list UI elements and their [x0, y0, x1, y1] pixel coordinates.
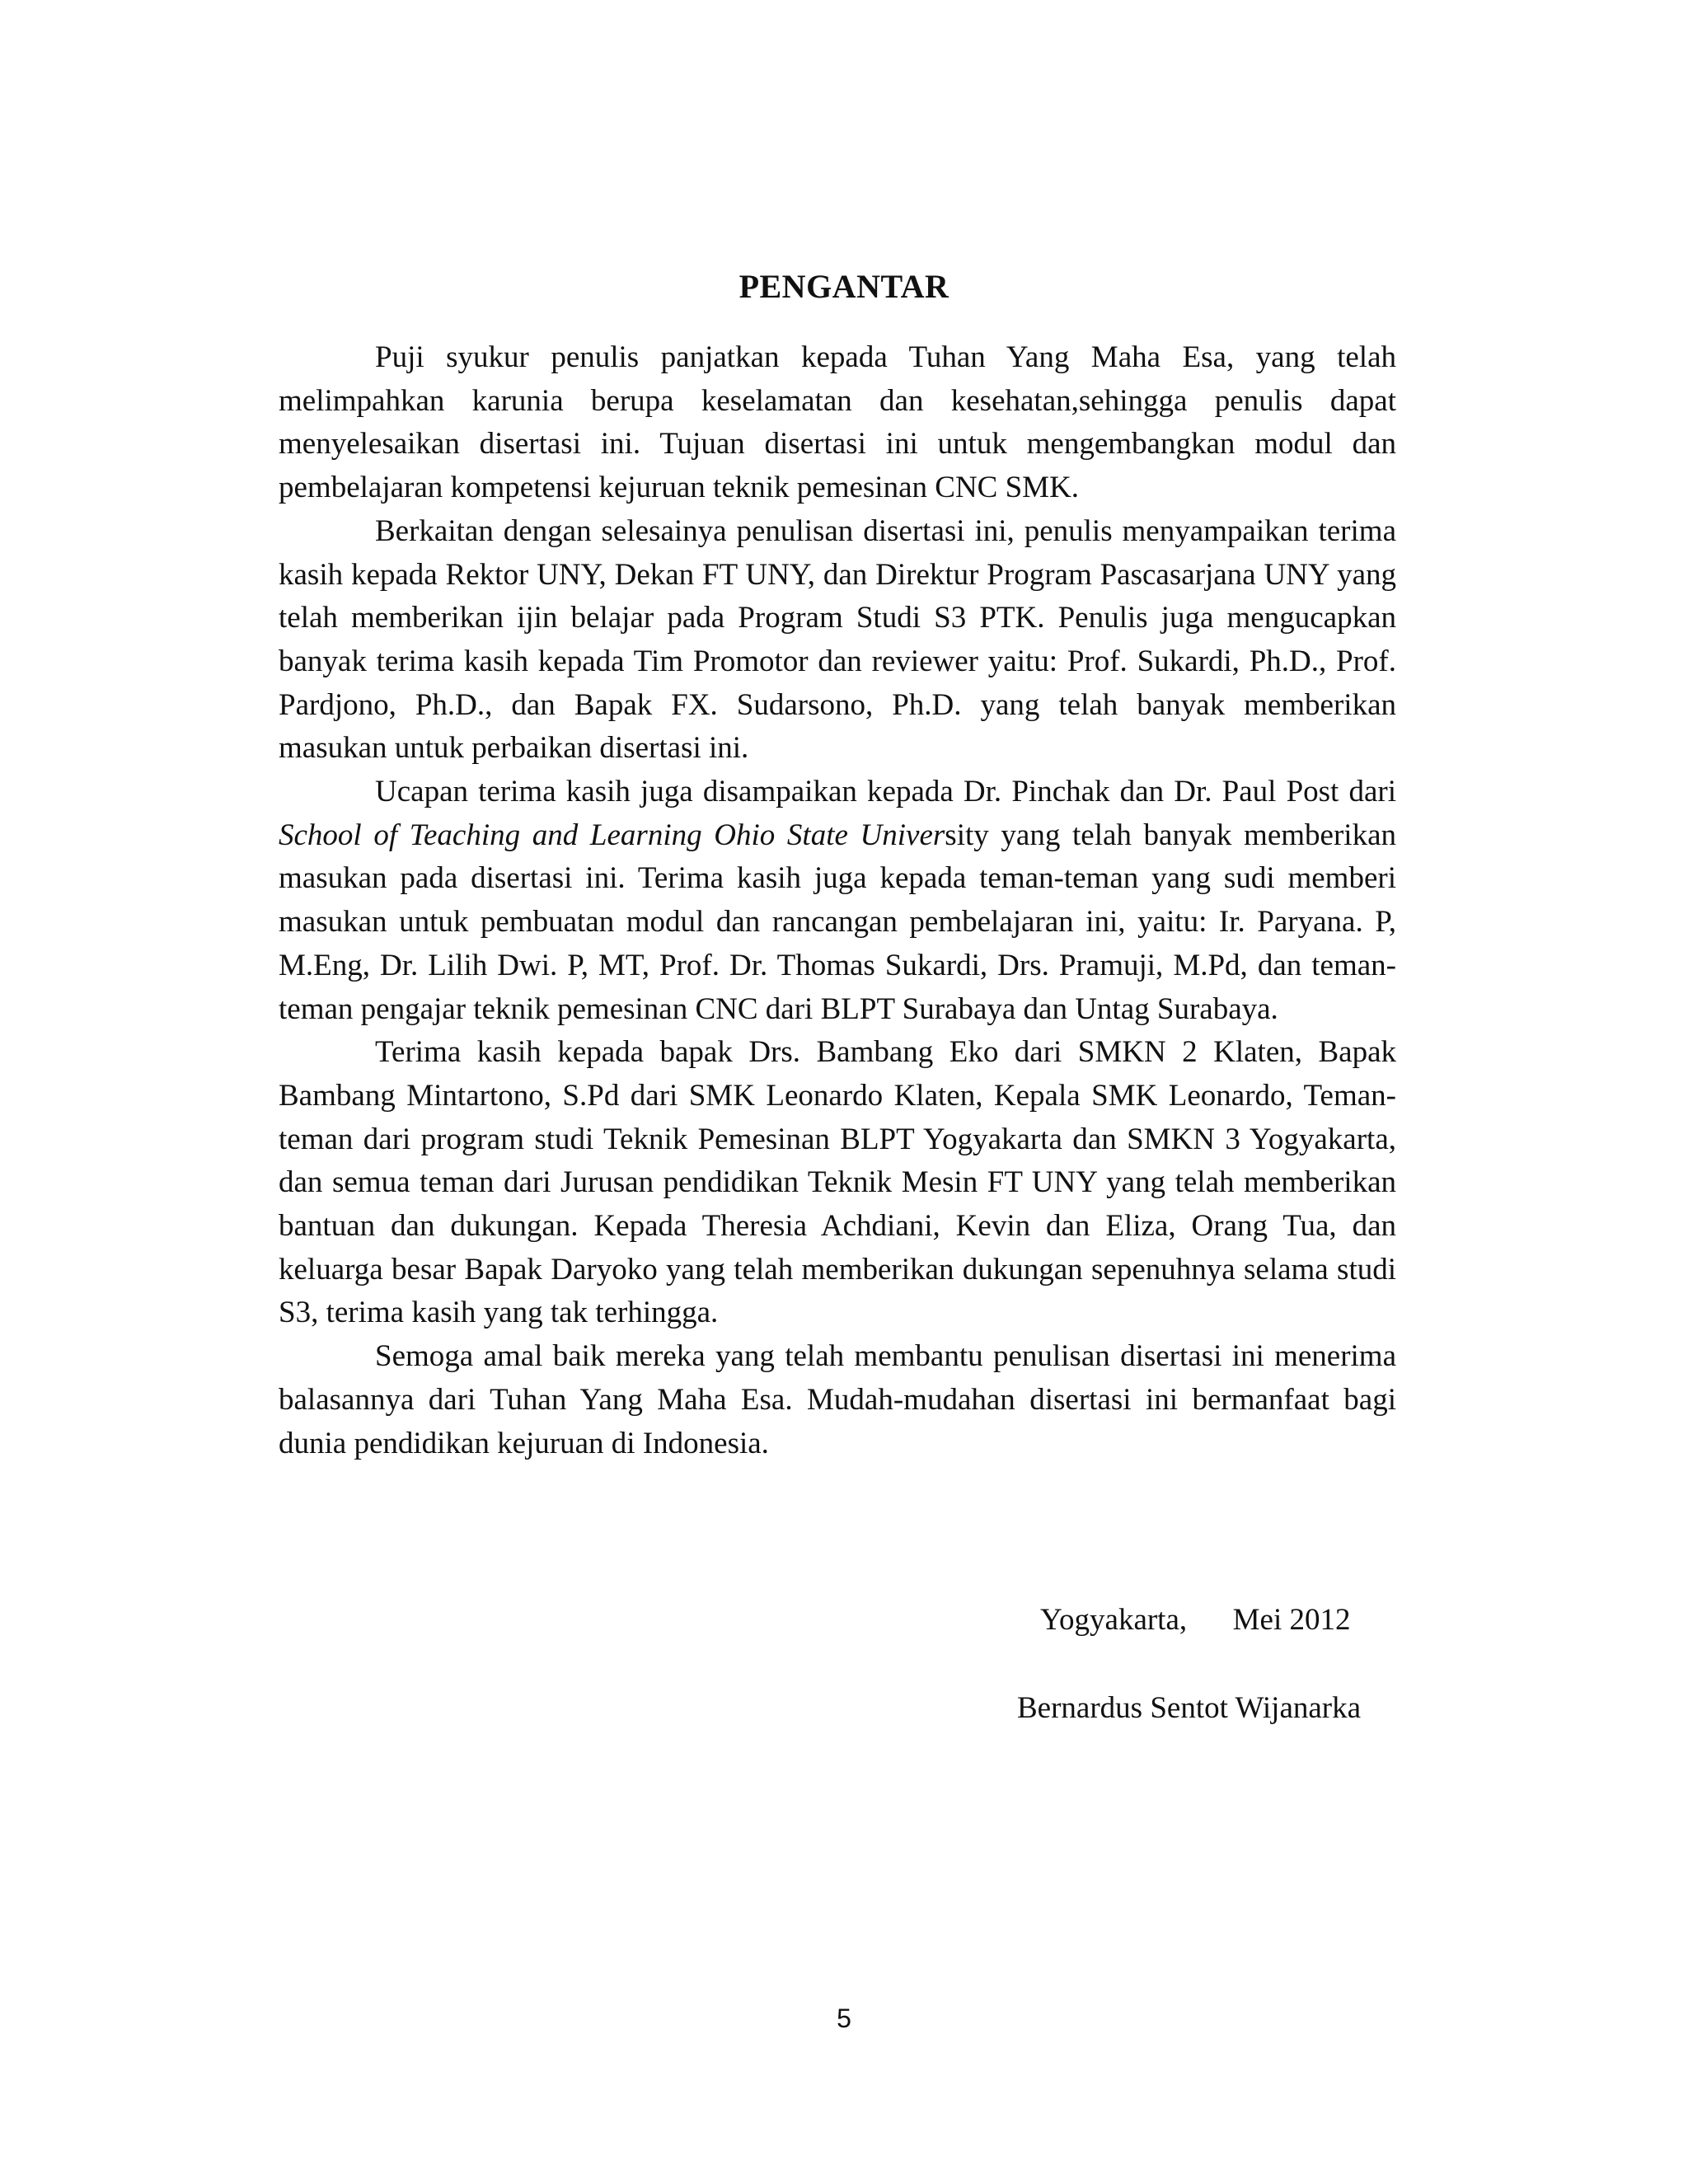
paragraph-5: Semoga amal baik mereka yang telah membantu penulisan disertasi ini menerima balasannya dari Tuhan Yang Maha Esa. Mudah-mudahan disertasi ini bermanfaat bagi dunia pendidikan kejuruan di Indonesia. [279, 1339, 1396, 1460]
paragraph-3 [279, 771, 1396, 1031]
paragraph-1: Puji syukur penulis panjatkan kepada Tuhan Yang Maha Esa, yang telah melimpahkan karunia berupa keselamatan dan kesehatan,sehingga penulis dapat menyelesaikan disertasi ini. Tujuan disertasi ini untuk mengembangkan modul dan pembelajaran kompetensi kejuruan teknik pemesinan CNC SMK. [279, 340, 1396, 505]
paragraph-3-text: Ucapan terima kasih juga disampaikan kepada Dr. Pinchak dan Dr. Paul Post dari [375, 775, 1396, 809]
place-date: Yogyakarta, Mei 2012 [1040, 1603, 1351, 1637]
paragraph-4: Terima kasih kepada bapak Drs. Bambang Eko dari SMKN 2 Klaten, Bapak Bambang Mintartono, S.Pd dari SMK Leonardo Klaten, Kepala SMK Leonardo, Teman-teman dari program studi Teknik Pemesinan BLPT Yogyakarta dan SMKN 3 Yogyakarta, dan semua teman dari Jurusan pendidikan Teknik Mesin FT UNY yang telah memberikan bantuan dan dukungan. Kepada Theresia Achdiani, Kevin dan Eliza, Orang Tua, dan keluarga besar Bapak Daryoko yang telah memberikan dukungan sepenuhnya selama studi S3, terima kasih yang tak terhingga. [279, 1035, 1396, 1330]
paragraph-2: Berkaitan dengan selesainya penulisan disertasi ini, penulis menyampaikan terima kasih kepada Rektor UNY, Dekan FT UNY, dan Direktur Program Pascasarjana UNY yang telah memberikan ijin belajar pada Program Studi S3 PTK. Penulis juga mengucapkan banyak terima kasih kepada Tim Promotor dan reviewer yaitu: Prof. Sukardi, Ph.D., Prof. Pardjono, Ph.D., dan Bapak FX. Sudarsono, Ph.D. yang telah banyak memberikan masukan untuk perbaikan disertasi ini. [279, 513, 1396, 766]
page-title: PENGANTAR [738, 268, 950, 305]
page-number: 5 [837, 2004, 851, 2033]
paragraph-3-text-continued: sity yang telah banyak memberikan masukan pada disertasi ini. Terima kasih juga kepada teman-teman yang sudi memberi masukan untuk pembuatan modul dan rancangan pembelajaran ini, yaitu: Ir. Paryana. P, M.Eng, Dr. Lilih Dwi. P, MT, Prof. Dr. Thomas Sukardi, Drs. Pramuji, M.Pd, dan teman-teman pengajar teknik pemesinan CNC dari BLPT Surabaya dan Untag Surabaya. [279, 818, 1396, 1026]
paragraph-3-italic-text: School of Teaching and Learning Ohio State Univer [279, 818, 945, 852]
signature-name: Bernardus Sentot Wijanarka [1017, 1691, 1362, 1725]
document-body [279, 336, 1396, 1465]
